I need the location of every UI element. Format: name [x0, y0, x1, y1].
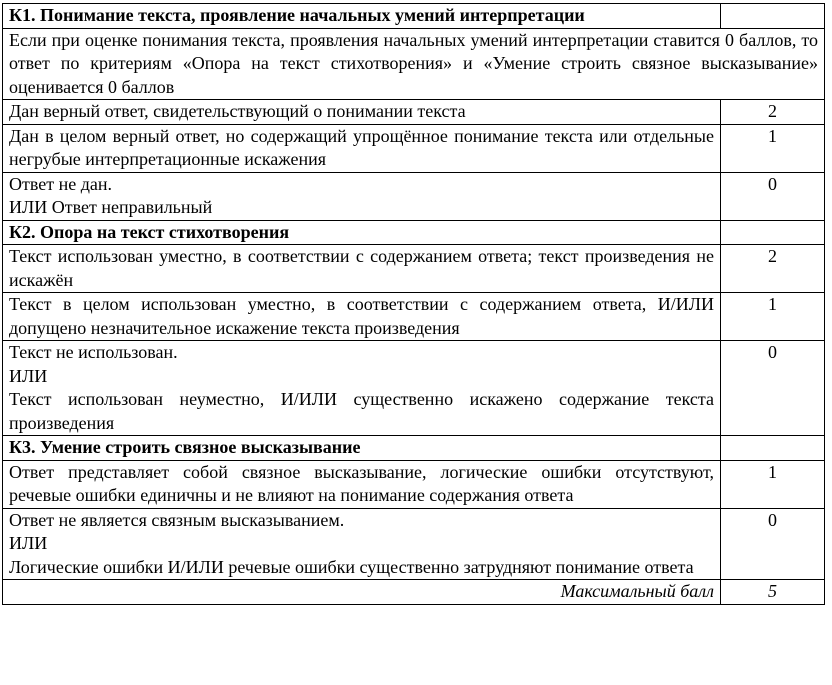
score-value: 2	[721, 100, 825, 125]
description-line: Логические ошибки И/ИЛИ речевые ошибки существенно затрудняют понимание ответа	[9, 556, 694, 577]
table-row	[3, 293, 825, 341]
criterion-k3-title: К3. Умение строить связное высказывание	[3, 436, 721, 461]
criterion-description	[3, 341, 721, 436]
score-value: 2	[721, 245, 825, 293]
description-line: Текст в целом использован уместно, в соответствии с содержанием ответа, И/ИЛИ допущено незначительное искажение текста произведения	[9, 294, 714, 338]
note-row	[3, 28, 825, 100]
description-line: Текст использован уместно, в соответствии с содержанием ответа; текст произведения не искажён	[9, 246, 714, 290]
score-value: 1	[721, 460, 825, 508]
max-score-label: Максимальный балл	[3, 580, 721, 605]
description-line: Ответ не является связным высказыванием.	[9, 509, 345, 530]
criterion-header-score-cell	[721, 4, 825, 29]
criterion-description	[3, 508, 721, 580]
score-value: 0	[721, 341, 825, 436]
table-row	[3, 508, 825, 580]
score-value: 1	[721, 124, 825, 172]
description-line: Ответ представляет собой связное высказывание, логические ошибки отсутствуют, речевые ошибки единичны и не влияют на понимание содержания ответа	[9, 461, 714, 505]
criterion-description	[3, 100, 721, 125]
score-value: 0	[721, 508, 825, 580]
criterion-description	[3, 245, 721, 293]
description-line: ИЛИ	[9, 365, 48, 386]
max-score-row	[3, 580, 825, 605]
table-row	[3, 172, 825, 220]
description-line: Дан верный ответ, свидетельствующий о понимании текста	[9, 101, 466, 121]
score-value: 0	[721, 172, 825, 220]
criterion-header-score-cell	[721, 436, 825, 461]
table-row	[3, 124, 825, 172]
criterion-header-score-cell	[721, 220, 825, 245]
description-line: ИЛИ Ответ неправильный	[9, 197, 213, 217]
criterion-description	[3, 460, 721, 508]
criterion-description	[3, 124, 721, 172]
description-line: Текст не использован.	[9, 342, 178, 362]
max-score-value: 5	[721, 580, 825, 605]
criterion-k1-note: Если при оценке понимания текста, проявления начальных умений интерпретации ставится 0 баллов, то ответ по критериям «Опора на текст стихотворения» и «Умение строить связное высказывание» оценивается 0 баллов	[3, 28, 825, 100]
score-value: 1	[721, 293, 825, 341]
table-row	[3, 341, 825, 436]
criteria-table	[2, 3, 825, 605]
table-row	[3, 460, 825, 508]
description-line: Дан в целом верный ответ, но содержащий упрощённое понимание текста или отдельные негрубые интерпретационные искажения	[9, 125, 714, 169]
table-row	[3, 245, 825, 293]
criterion-description	[3, 293, 721, 341]
table-row	[3, 100, 825, 125]
description-line: ИЛИ	[9, 533, 48, 553]
criterion-header-row	[3, 436, 825, 461]
description-line: Текст использован неуместно, И/ИЛИ существенно искажено содержание текста произведения	[9, 389, 714, 433]
criterion-header-row	[3, 220, 825, 245]
criterion-k2-title: К2. Опора на текст стихотворения	[3, 220, 721, 245]
criterion-header-row	[3, 4, 825, 29]
criterion-description	[3, 172, 721, 220]
description-line: Ответ не дан.	[9, 173, 113, 194]
criterion-k1-title: К1. Понимание текста, проявление начальных умений интерпретации	[3, 4, 721, 29]
